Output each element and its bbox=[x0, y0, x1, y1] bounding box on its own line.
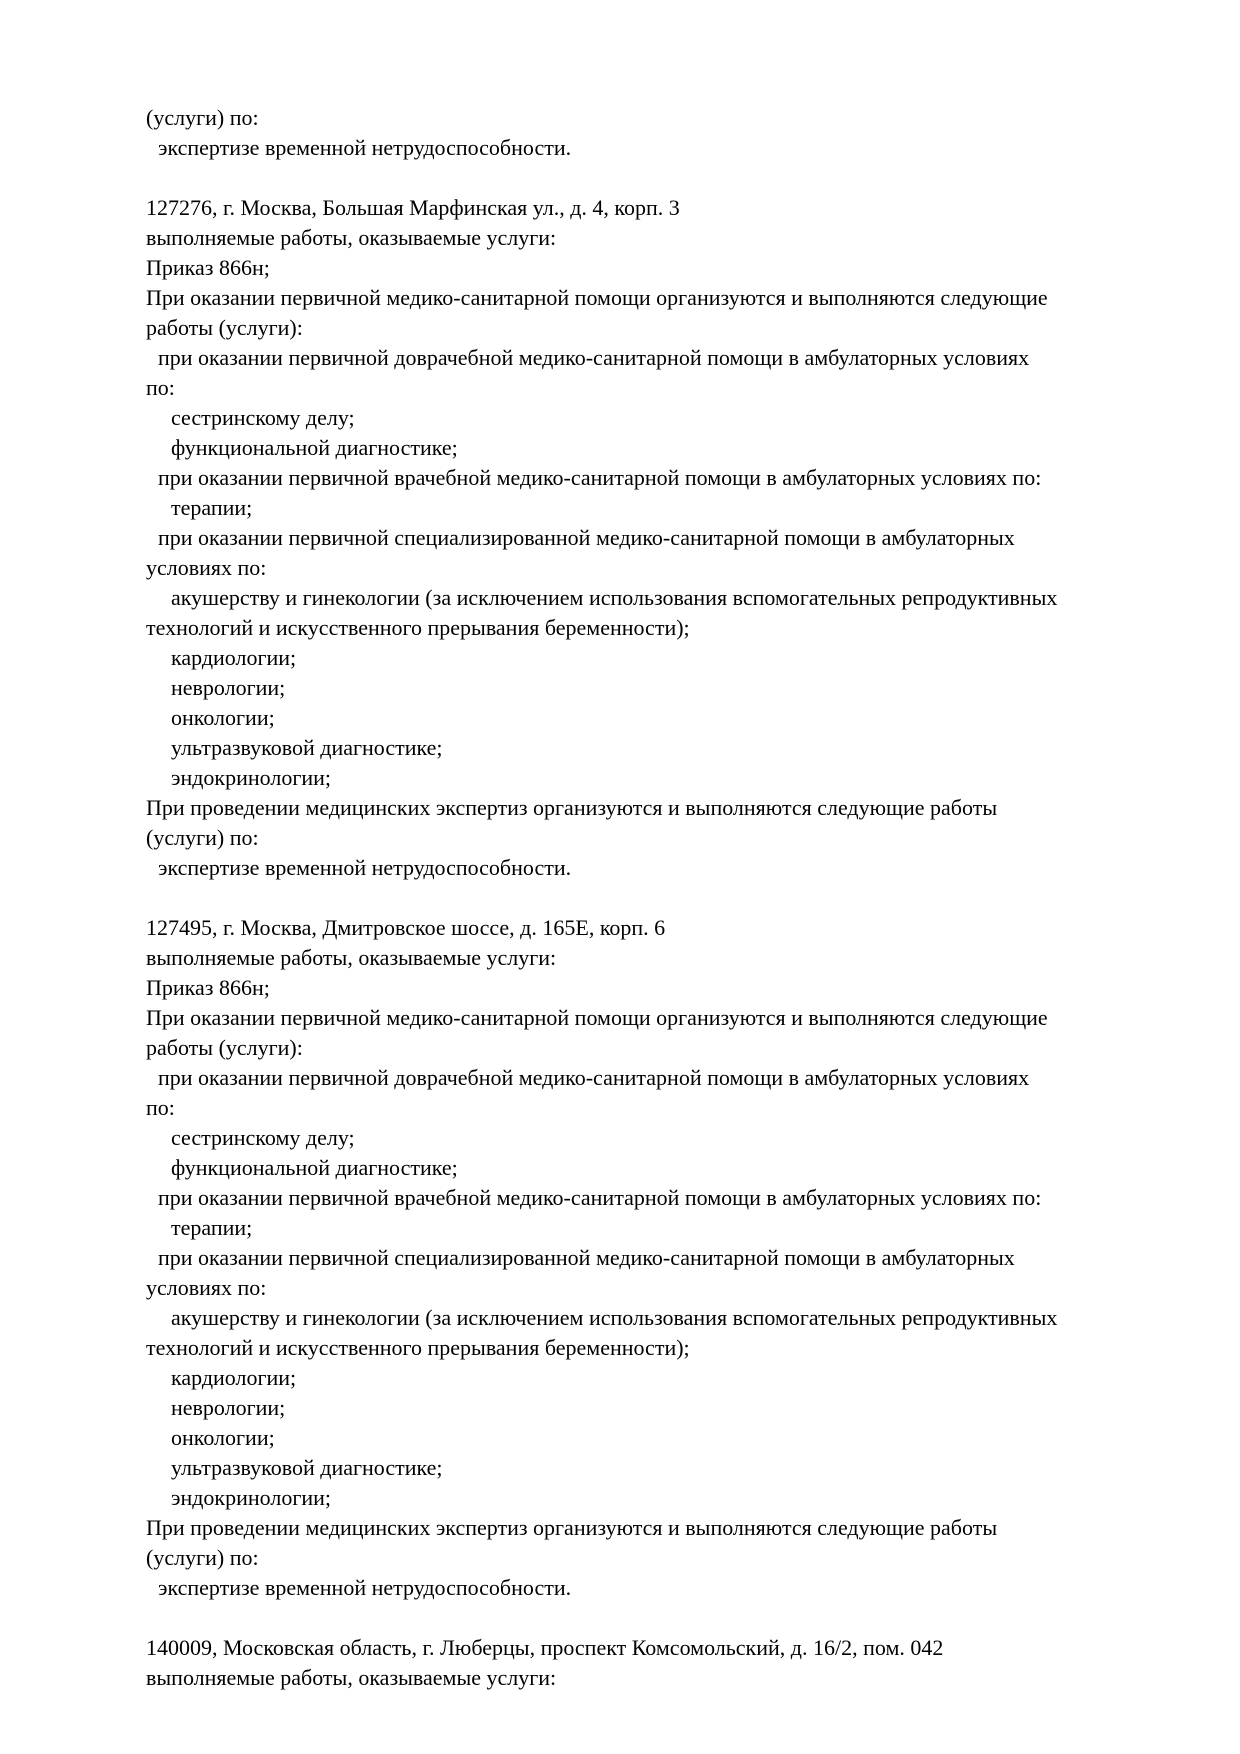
text-line: При проведении медицинских экспертиз организуются и выполняются следующие работы bbox=[146, 795, 998, 820]
text-line: при оказании первичной специализированной медико-санитарной помощи в амбулаторных bbox=[158, 1245, 1015, 1270]
text-line: при оказании первичной врачебной медико-санитарной помощи в амбулаторных условиях по: bbox=[158, 465, 1042, 490]
text-line: при оказании первичной доврачебной медико-санитарной помощи в амбулаторных условиях bbox=[158, 345, 1030, 370]
text-line: сестринскому делу; bbox=[171, 1125, 355, 1150]
text-line: технологий и искусственного прерывания беременности); bbox=[146, 615, 690, 640]
text-line: кардиологии; bbox=[171, 1365, 297, 1390]
text-line: по: bbox=[146, 1095, 175, 1120]
text-line: функциональной диагностике; bbox=[171, 435, 458, 460]
text-line: условиях по: bbox=[146, 1275, 267, 1300]
text-line: ультразвуковой диагностике; bbox=[171, 735, 443, 760]
text-line: сестринскому делу; bbox=[171, 405, 355, 430]
text-line: экспертизе временной нетрудоспособности. bbox=[158, 855, 572, 880]
text-line: 127276, г. Москва, Большая Марфинская ул., д. 4, корп. 3 bbox=[146, 195, 680, 220]
text-line: неврологии; bbox=[171, 1395, 286, 1420]
text-line: технологий и искусственного прерывания беременности); bbox=[146, 1335, 690, 1360]
text-line: при оказании первичной специализированной медико-санитарной помощи в амбулаторных bbox=[158, 525, 1015, 550]
text-line: работы (услуги): bbox=[146, 1035, 303, 1060]
text-line: (услуги) по: bbox=[146, 825, 259, 850]
address-block-127276 bbox=[146, 193, 1170, 883]
address-block-127495 bbox=[146, 913, 1170, 1603]
text-line: эндокринологии; bbox=[171, 1485, 332, 1510]
text-line: выполняемые работы, оказываемые услуги: bbox=[146, 225, 557, 250]
text-line: по: bbox=[146, 375, 175, 400]
text-line: Приказ 866н; bbox=[146, 975, 270, 1000]
text-line: выполняемые работы, оказываемые услуги: bbox=[146, 945, 557, 970]
text-line: ультразвуковой диагностике; bbox=[171, 1455, 443, 1480]
text-line: функциональной диагностике; bbox=[171, 1155, 458, 1180]
text-line: При проведении медицинских экспертиз организуются и выполняются следующие работы bbox=[146, 1515, 998, 1540]
text-line: неврологии; bbox=[171, 675, 286, 700]
text-line: экспертизе временной нетрудоспособности. bbox=[158, 135, 572, 160]
text-line: акушерству и гинекологии (за исключением использования вспомогательных репродуктивных bbox=[171, 1305, 1058, 1330]
text-line: эндокринологии; bbox=[171, 765, 332, 790]
text-line: при оказании первичной врачебной медико-санитарной помощи в амбулаторных условиях по: bbox=[158, 1185, 1042, 1210]
text-line: онкологии; bbox=[171, 705, 275, 730]
continued-expertise-block bbox=[146, 103, 1170, 163]
text-line: При оказании первичной медико-санитарной помощи организуются и выполняются следующие bbox=[146, 1005, 1048, 1030]
text-line: работы (услуги): bbox=[146, 315, 303, 340]
license-text bbox=[146, 103, 1170, 1693]
text-line: терапии; bbox=[171, 495, 253, 520]
text-line: терапии; bbox=[171, 1215, 253, 1240]
text-line: акушерству и гинекологии (за исключением использования вспомогательных репродуктивных bbox=[171, 585, 1058, 610]
text-line: экспертизе временной нетрудоспособности. bbox=[158, 1575, 572, 1600]
text-line: выполняемые работы, оказываемые услуги: bbox=[146, 1665, 557, 1690]
text-line: (услуги) по: bbox=[146, 1545, 259, 1570]
text-line: При оказании первичной медико-санитарной помощи организуются и выполняются следующие bbox=[146, 285, 1048, 310]
text-line: (услуги) по: bbox=[146, 105, 259, 130]
text-line: онкологии; bbox=[171, 1425, 275, 1450]
text-line: 140009, Московская область, г. Люберцы, проспект Комсомольский, д. 16/2, пом. 042 bbox=[146, 1635, 944, 1660]
text-line: кардиологии; bbox=[171, 645, 297, 670]
text-line: Приказ 866н; bbox=[146, 255, 270, 280]
text-line: условиях по: bbox=[146, 555, 267, 580]
text-line: при оказании первичной доврачебной медико-санитарной помощи в амбулаторных условиях bbox=[158, 1065, 1030, 1090]
text-line: 127495, г. Москва, Дмитровское шоссе, д. 165Е, корп. 6 bbox=[146, 915, 666, 940]
address-block-140009 bbox=[146, 1633, 1170, 1693]
